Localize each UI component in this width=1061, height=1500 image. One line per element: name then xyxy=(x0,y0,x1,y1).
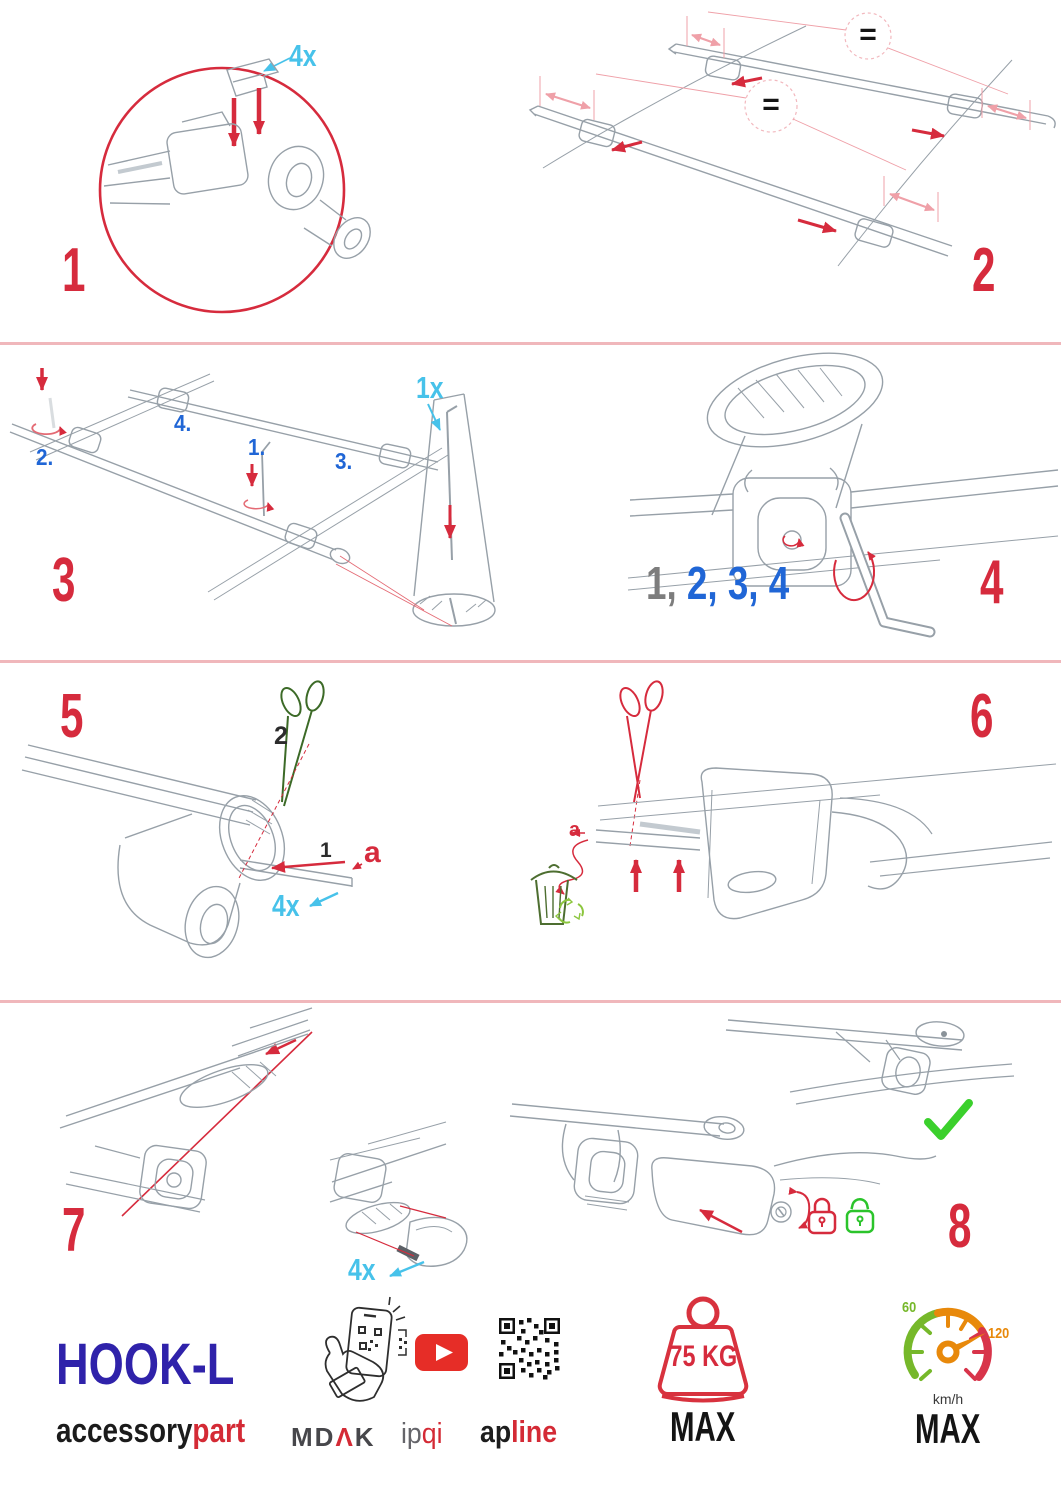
slide-arrow xyxy=(912,130,944,136)
mdak-logo xyxy=(291,1424,376,1450)
cut-guide-line xyxy=(630,780,640,846)
key-turn-arrow xyxy=(797,1192,809,1228)
step7-number: 7 xyxy=(62,1196,86,1265)
a-pointer xyxy=(353,864,362,869)
discard-arrow xyxy=(559,840,588,894)
section-divider xyxy=(0,342,1061,345)
ipqi-logo xyxy=(401,1420,443,1449)
step3-illustration xyxy=(10,368,495,626)
step6-number: 6 xyxy=(970,682,994,751)
equal-spacing-symbol: = xyxy=(859,18,877,51)
qty-leader-line xyxy=(428,404,440,430)
step2-number: 2 xyxy=(972,236,996,305)
qr-code-icon xyxy=(499,1318,560,1380)
step6-letter-a: a xyxy=(569,819,581,841)
slide-arrow xyxy=(700,1210,742,1232)
step1-illustration xyxy=(100,58,378,312)
step5-letter-a: a xyxy=(364,836,381,869)
apline-right: line xyxy=(511,1414,558,1449)
qty-leader-line xyxy=(390,1262,424,1276)
turn-arrow xyxy=(32,424,60,434)
step5-cut-label: 2 xyxy=(274,722,288,750)
bolt-turn-arrow xyxy=(783,536,799,546)
weight-text: 75 KG xyxy=(669,1340,737,1373)
speed-unit-label: km/h xyxy=(932,1391,964,1407)
product-name: HOOK-L xyxy=(56,1332,235,1397)
trash-bin-icon xyxy=(531,865,577,924)
speed-low-label: 60 xyxy=(902,1299,917,1316)
mdak-post: K xyxy=(354,1422,376,1452)
step3-number: 3 xyxy=(52,546,76,615)
section-divider xyxy=(0,1000,1061,1003)
ipqi-right: qi xyxy=(421,1418,443,1450)
mdak-pre: MD xyxy=(291,1422,336,1452)
max-weight-value xyxy=(640,1342,766,1372)
step1-quantity-label: 4x xyxy=(289,38,317,73)
lock-open-icon xyxy=(847,1198,873,1232)
scissors-icon xyxy=(616,679,665,802)
step5-quantity-label: 4x xyxy=(272,888,300,923)
max-speed-label xyxy=(888,1405,1008,1452)
lock-closed-icon xyxy=(809,1199,835,1233)
max-weight-label xyxy=(640,1403,766,1450)
apline-left: ap xyxy=(480,1414,512,1449)
step3-part-label-3: 3. xyxy=(335,448,353,474)
apline-logo xyxy=(480,1416,557,1447)
step5-insert-label: 1 xyxy=(320,839,332,862)
step4-sequence-label xyxy=(646,557,790,609)
speed-max-text: MAX xyxy=(915,1405,981,1452)
phone-qr-icon xyxy=(326,1297,407,1401)
step3-part-label-2: 2. xyxy=(36,444,54,470)
slide-arrow xyxy=(798,220,836,231)
step3-part-label-4: 4. xyxy=(174,410,192,436)
brand-logo xyxy=(56,1414,245,1448)
brand-right: part xyxy=(192,1412,246,1450)
ipqi-left: ip xyxy=(401,1418,422,1450)
brand-left: accessory xyxy=(56,1412,193,1450)
sequence-rest: 2, 3, 4 xyxy=(676,557,790,609)
speed-high-label: 120 xyxy=(988,1325,1010,1342)
equal-spacing-symbol: = xyxy=(762,88,780,121)
dimension-arrow xyxy=(546,94,590,108)
dimension-arrow xyxy=(692,35,720,45)
step7-illustration xyxy=(60,1008,467,1276)
step1-number: 1 xyxy=(62,236,86,305)
speedometer-icon xyxy=(908,1312,988,1379)
weight-max-text: MAX xyxy=(670,1403,736,1450)
youtube-icon xyxy=(415,1334,468,1371)
step8-illustration xyxy=(510,1020,1014,1235)
detail-leader xyxy=(336,556,452,626)
step3-quantity-label: 1x xyxy=(416,370,444,405)
checkmark-icon xyxy=(928,1103,969,1136)
step8-number: 8 xyxy=(948,1192,972,1261)
dimension-arrow xyxy=(890,194,934,210)
lock-cover xyxy=(652,1158,775,1235)
step5-number: 5 xyxy=(60,682,84,751)
qty-leader-line xyxy=(310,893,338,906)
section-divider xyxy=(0,660,1061,663)
step2-illustration xyxy=(530,12,1055,266)
step3-part-label-1: 1. xyxy=(248,434,266,460)
sequence-done: 1, xyxy=(646,557,677,609)
step7-quantity-label: 4x xyxy=(348,1252,376,1287)
mdak-mid: Λ xyxy=(335,1422,355,1452)
step4-number: 4 xyxy=(980,548,1004,617)
